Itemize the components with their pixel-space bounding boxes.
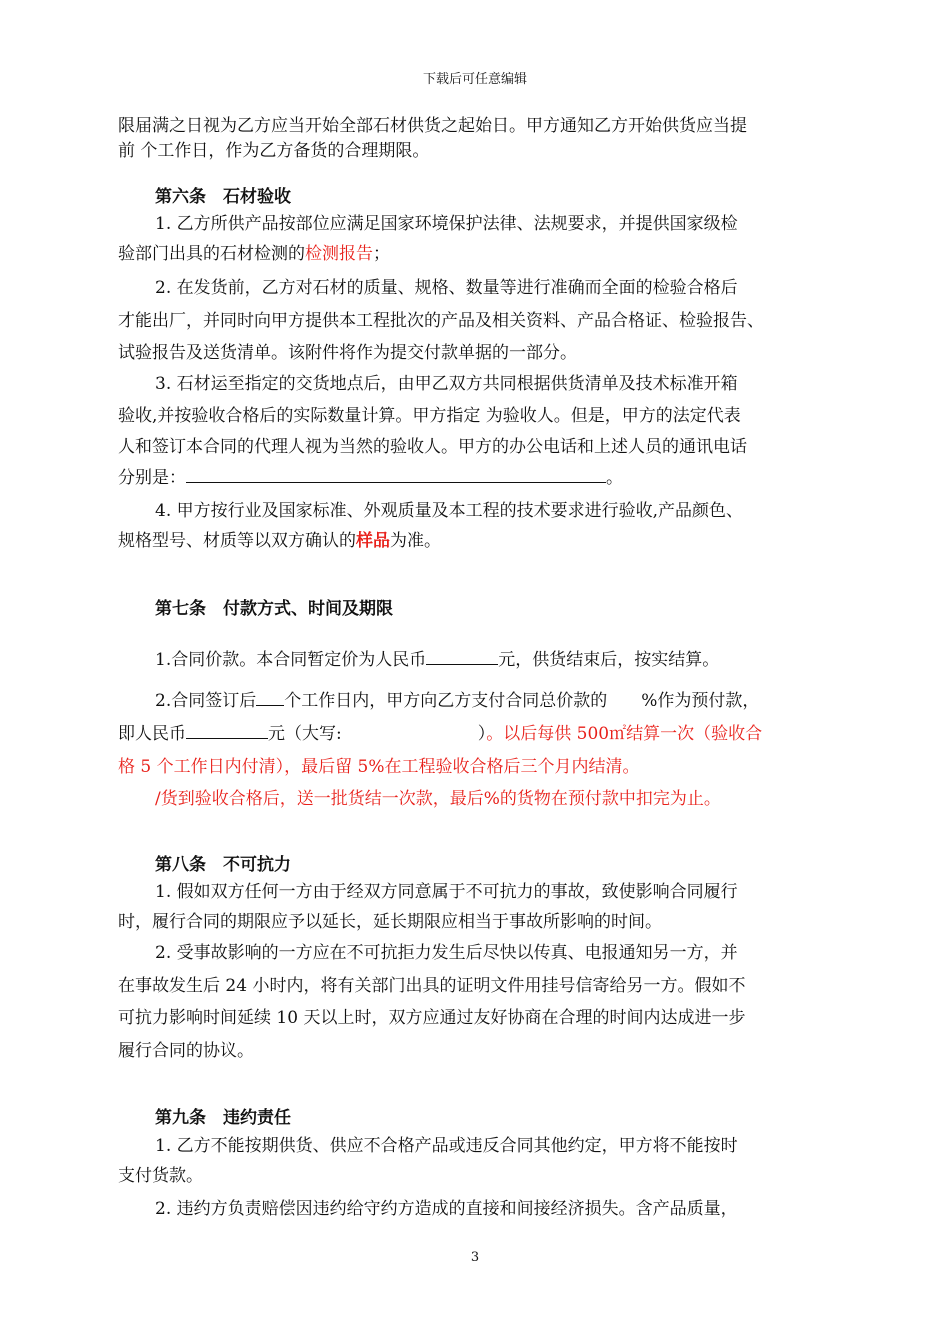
body-line: 1. 乙方不能按期供货、供应不合格产品或违反合同其他约定，甲方将不能按时 [155, 1136, 738, 1156]
article-9-title: 第九条 违约责任 [155, 1108, 291, 1128]
article-8-title: 第八条 不可抗力 [155, 855, 291, 875]
body-line [118, 468, 623, 488]
body-line: 试验报告及送货清单。该附件将作为提交付款单据的一部分。 [118, 343, 577, 363]
highlighted-term: 检测报告 [305, 244, 373, 264]
text-run: 元，供货结束后，按实结算。 [498, 650, 720, 670]
body-line: 履行合同的协议。 [118, 1041, 254, 1061]
blank-field [426, 650, 498, 665]
blank-field [186, 468, 606, 483]
body-line: 前 个工作日，作为乙方备货的合理期限。 [118, 141, 430, 161]
text-run: 个工作日内，甲方向乙方支付合同总价款的 %作为预付款， [284, 691, 760, 711]
body-line: 人和签订本合同的代理人视为当然的验收人。甲方的办公电话和上述人员的通讯电话 [118, 437, 747, 457]
body-line: 支付货款。 [118, 1166, 203, 1186]
text-run: 规格型号、材质等以双方确认的 [118, 531, 356, 551]
blank-field [186, 724, 268, 739]
body-line [118, 724, 762, 744]
body-line: 在事故发生后 24 小时内，将有关部门出具的证明文件用挂号信寄给另一方。假如不 [118, 976, 746, 996]
highlighted-text: 。以后每供 500㎡结算一次（验收合 [486, 724, 763, 744]
body-line [155, 650, 719, 670]
body-line: 可抗力影响时间延续 10 天以上时，双方应通过友好协商在合理的时间内达成进一步 [118, 1008, 746, 1028]
text-run: 。 [606, 468, 623, 488]
highlighted-term: 样品 [356, 531, 390, 551]
body-line: 2. 违约方负责赔偿因违约给守约方造成的直接和间接经济损失。含产品质量， [155, 1199, 738, 1219]
text-run: ； [373, 244, 390, 264]
body-line: 格 5 个工作日内付清），最后留 5%在工程验收合格后三个月内结清。 [118, 757, 640, 777]
article-6-title: 第六条 石材验收 [155, 187, 291, 207]
body-line: /货到验收合格后，送一批货结一次款，最后%的货物在预付款中扣完为止。 [155, 789, 721, 809]
body-line: 2. 受事故影响的一方应在不可抗拒力发生后尽快以传真、电报通知另一方，并 [155, 943, 738, 963]
body-line [118, 244, 390, 264]
body-line: 4. 甲方按行业及国家标准、外观质量及本工程的技术要求进行验收,产品颜色、 [155, 501, 744, 521]
page-header: 下载后可任意编辑 [422, 72, 527, 87]
body-line: 1. 乙方所供产品按部位应满足国家环境保护法律、法规要求，并提供国家级检 [155, 214, 738, 234]
body-line: 时，履行合同的期限应予以延长，延长期限应相当于事故所影响的时间。 [118, 912, 662, 932]
body-line: 3. 石材运至指定的交货地点后，由甲乙双方共同根据供货清单及技术标准开箱 [155, 374, 738, 394]
text-run: 即人民币 [118, 724, 186, 744]
body-line: 2. 在发货前，乙方对石材的质量、规格、数量等进行准确而全面的检验合格后 [155, 278, 738, 298]
body-line [118, 531, 441, 551]
text-run: 1.合同价款。本合同暂定价为人民币 [155, 650, 427, 670]
text-run: 验部门出具的石材检测的 [118, 244, 305, 264]
page-number: 3 [470, 1250, 480, 1265]
body-line: 1. 假如双方任何一方由于经双方同意属于不可抗力的事故，致使影响合同履行 [155, 882, 738, 902]
body-line: 才能出厂，并同时向甲方提供本工程批次的产品及相关资料、产品合格证、检验报告、 [118, 311, 764, 331]
text-run: 分别是： [118, 468, 186, 488]
body-line: 验收,并按验收合格后的实际数量计算。甲方指定 为验收人。但是，甲方的法定代表 [118, 406, 741, 426]
article-7-title: 第七条 付款方式、时间及期限 [155, 599, 393, 619]
body-line: 限届满之日视为乙方应当开始全部石材供货之起始日。甲方通知乙方开始供货应当提 [118, 116, 747, 136]
blank-field [256, 691, 284, 706]
text-run: 2.合同签订后 [155, 691, 257, 711]
text-run: 元（大写: ） [268, 724, 487, 744]
body-line [155, 691, 759, 711]
text-run: 为准。 [390, 531, 441, 551]
